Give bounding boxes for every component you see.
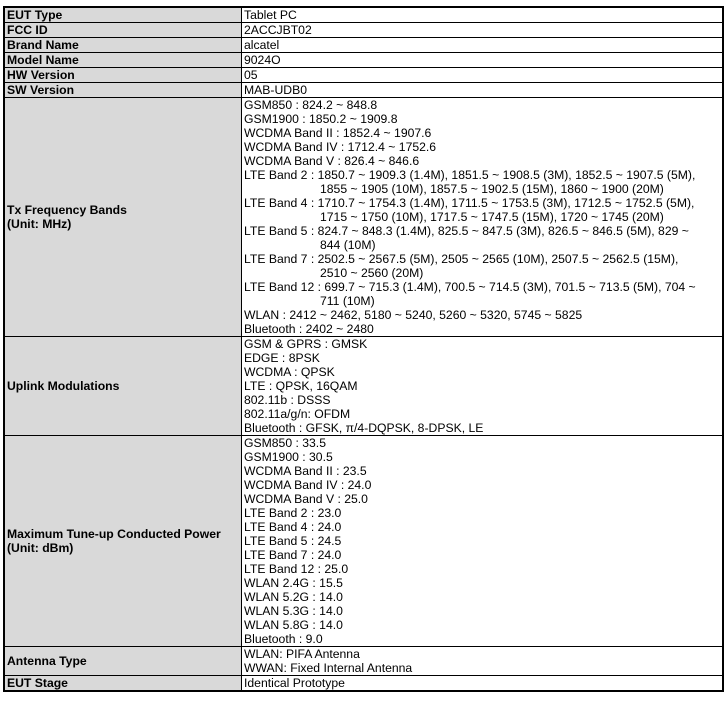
spec-label-cell xyxy=(5,38,242,53)
spec-value-cell xyxy=(242,337,723,436)
spec-value-line: LTE Band 12 : 699.7 ~ 715.3 (1.4M), 700.5 ~ 714.5 (3M), 701.5 ~ 713.5 (5M), 704 ~ xyxy=(244,280,696,294)
spec-label-cell xyxy=(5,337,242,436)
spec-label-cell xyxy=(5,436,242,647)
spec-value-line: WCDMA Band V : 25.0 xyxy=(244,492,368,506)
spec-value-line: WWAN: Fixed Internal Antenna xyxy=(244,661,413,675)
spec-label: (Unit: dBm) xyxy=(7,541,74,555)
spec-label: EUT Type xyxy=(7,8,63,22)
spec-row xyxy=(5,8,723,23)
spec-value-line: WLAN 2.4G : 15.5 xyxy=(244,576,343,590)
spec-table-body xyxy=(5,8,723,691)
spec-value-line: LTE Band 7 : 24.0 xyxy=(244,548,342,562)
spec-value-continuation: 711 (10M) xyxy=(320,294,375,308)
spec-value-line: WCDMA Band IV : 24.0 xyxy=(244,478,372,492)
spec-label-cell xyxy=(5,83,242,98)
spec-value-continuation: 844 (10M) xyxy=(320,238,376,252)
spec-value-line: WLAN 5.8G : 14.0 xyxy=(244,618,343,632)
spec-row xyxy=(5,83,723,98)
spec-value-line: Bluetooth : GFSK, π/4-DQPSK, 8-DPSK, LE xyxy=(244,421,484,435)
spec-label: HW Version xyxy=(7,68,75,82)
spec-row xyxy=(5,676,723,691)
spec-value-line: Bluetooth : 2402 ~ 2480 xyxy=(244,322,374,336)
spec-value-cell xyxy=(242,98,723,337)
spec-value-line: GSM850 : 33.5 xyxy=(244,436,326,450)
spec-value-cell xyxy=(242,676,723,691)
spec-value-line: 9024O xyxy=(244,53,281,67)
spec-value-line: WCDMA Band V : 826.4 ~ 846.6 xyxy=(244,154,420,168)
spec-table xyxy=(4,7,723,691)
spec-value-line: Tablet PC xyxy=(244,8,297,22)
spec-label: Uplink Modulations xyxy=(7,379,120,393)
spec-value-line: MAB-UDB0 xyxy=(244,83,307,97)
spec-value-cell xyxy=(242,83,723,98)
spec-value-line: WCDMA Band II : 23.5 xyxy=(244,464,367,478)
spec-row xyxy=(5,647,723,676)
spec-value-continuation: 2510 ~ 2560 (20M) xyxy=(320,266,424,280)
spec-row xyxy=(5,53,723,68)
spec-value-line: WLAN: PIFA Antenna xyxy=(244,647,360,661)
spec-value-line: WCDMA Band II : 1852.4 ~ 1907.6 xyxy=(244,126,432,140)
spec-value-line: LTE Band 5 : 24.5 xyxy=(244,534,342,548)
spec-value-line: Bluetooth : 9.0 xyxy=(244,632,323,646)
spec-label-cell xyxy=(5,647,242,676)
spec-row xyxy=(5,38,723,53)
spec-label-cell xyxy=(5,98,242,337)
spec-value-line: 802.11b : DSSS xyxy=(244,393,331,407)
spec-value-line: LTE Band 4 : 24.0 xyxy=(244,520,342,534)
spec-label: Antenna Type xyxy=(7,654,87,668)
spec-value-line: GSM1900 : 30.5 xyxy=(244,450,333,464)
spec-label-cell xyxy=(5,8,242,23)
spec-value-line: GSM & GPRS : GMSK xyxy=(244,337,368,351)
spec-label-cell xyxy=(5,676,242,691)
spec-value-line: GSM850 : 824.2 ~ 848.8 xyxy=(244,98,378,112)
spec-value-line: Identical Prototype xyxy=(244,676,345,690)
spec-label: (Unit: MHz) xyxy=(7,217,72,231)
spec-value-line: 05 xyxy=(244,68,258,82)
spec-value-line: 802.11a/g/n: OFDM xyxy=(244,407,351,421)
spec-label: FCC ID xyxy=(7,23,48,37)
spec-value-line: LTE Band 4 : 1710.7 ~ 1754.3 (1.4M), 1711.5 ~ 1753.5 (3M), 1712.5 ~ 1752.5 (5M), xyxy=(244,196,695,210)
spec-label: Model Name xyxy=(7,53,79,67)
spec-value-cell xyxy=(242,8,723,23)
spec-value-line: GSM1900 : 1850.2 ~ 1909.8 xyxy=(244,112,398,126)
spec-label: Tx Frequency Bands xyxy=(7,203,127,217)
spec-label: SW Version xyxy=(7,83,75,97)
spec-value-line: LTE Band 5 : 824.7 ~ 848.3 (1.4M), 825.5 ~ 847.5 (3M), 826.5 ~ 846.5 (5M), 829 ~ xyxy=(244,224,689,238)
spec-value-cell xyxy=(242,53,723,68)
spec-value-line: LTE Band 2 : 23.0 xyxy=(244,506,342,520)
spec-value-line: LTE Band 7 : 2502.5 ~ 2567.5 (5M), 2505 ~ 2565 (10M), 2507.5 ~ 2562.5 (15M), xyxy=(244,252,679,266)
spec-label: EUT Stage xyxy=(7,676,68,690)
spec-row xyxy=(5,436,723,647)
spec-value-cell xyxy=(242,647,723,676)
spec-value-line: EDGE : 8PSK xyxy=(244,351,320,365)
spec-row xyxy=(5,23,723,38)
spec-value-continuation: 1855 ~ 1905 (10M), 1857.5 ~ 1902.5 (15M), 1860 ~ 1900 (20M) xyxy=(320,182,664,196)
spec-value-line: alcatel xyxy=(244,38,280,52)
spec-value-line: LTE Band 12 : 25.0 xyxy=(244,562,349,576)
spec-value-line: WCDMA Band IV : 1712.4 ~ 1752.6 xyxy=(244,140,437,154)
spec-value-line: WLAN 5.3G : 14.0 xyxy=(244,604,343,618)
spec-row xyxy=(5,98,723,337)
spec-value-cell xyxy=(242,38,723,53)
spec-value-continuation: 1715 ~ 1750 (10M), 1717.5 ~ 1747.5 (15M), 1720 ~ 1745 (20M) xyxy=(320,210,664,224)
spec-value-cell xyxy=(242,23,723,38)
spec-label: Maximum Tune-up Conducted Power xyxy=(7,527,221,541)
spec-label: Brand Name xyxy=(7,38,79,52)
spec-value-line: 2ACCJBT02 xyxy=(244,23,312,37)
spec-label-cell xyxy=(5,23,242,38)
spec-value-cell xyxy=(242,68,723,83)
spec-value-line: WLAN : 2412 ~ 2462, 5180 ~ 5240, 5260 ~ 5320, 5745 ~ 5825 xyxy=(244,308,583,322)
spec-value-line: WLAN 5.2G : 14.0 xyxy=(244,590,343,604)
spec-value-cell xyxy=(242,436,723,647)
spec-row xyxy=(5,68,723,83)
spec-value-line: LTE Band 2 : 1850.7 ~ 1909.3 (1.4M), 1851.5 ~ 1908.5 (3M), 1852.5 ~ 1907.5 (5M), xyxy=(244,168,696,182)
spec-label-cell xyxy=(5,53,242,68)
spec-value-line: WCDMA : QPSK xyxy=(244,365,335,379)
spec-row xyxy=(5,337,723,436)
spec-label-cell xyxy=(5,68,242,83)
spec-value-line: LTE : QPSK, 16QAM xyxy=(244,379,358,393)
